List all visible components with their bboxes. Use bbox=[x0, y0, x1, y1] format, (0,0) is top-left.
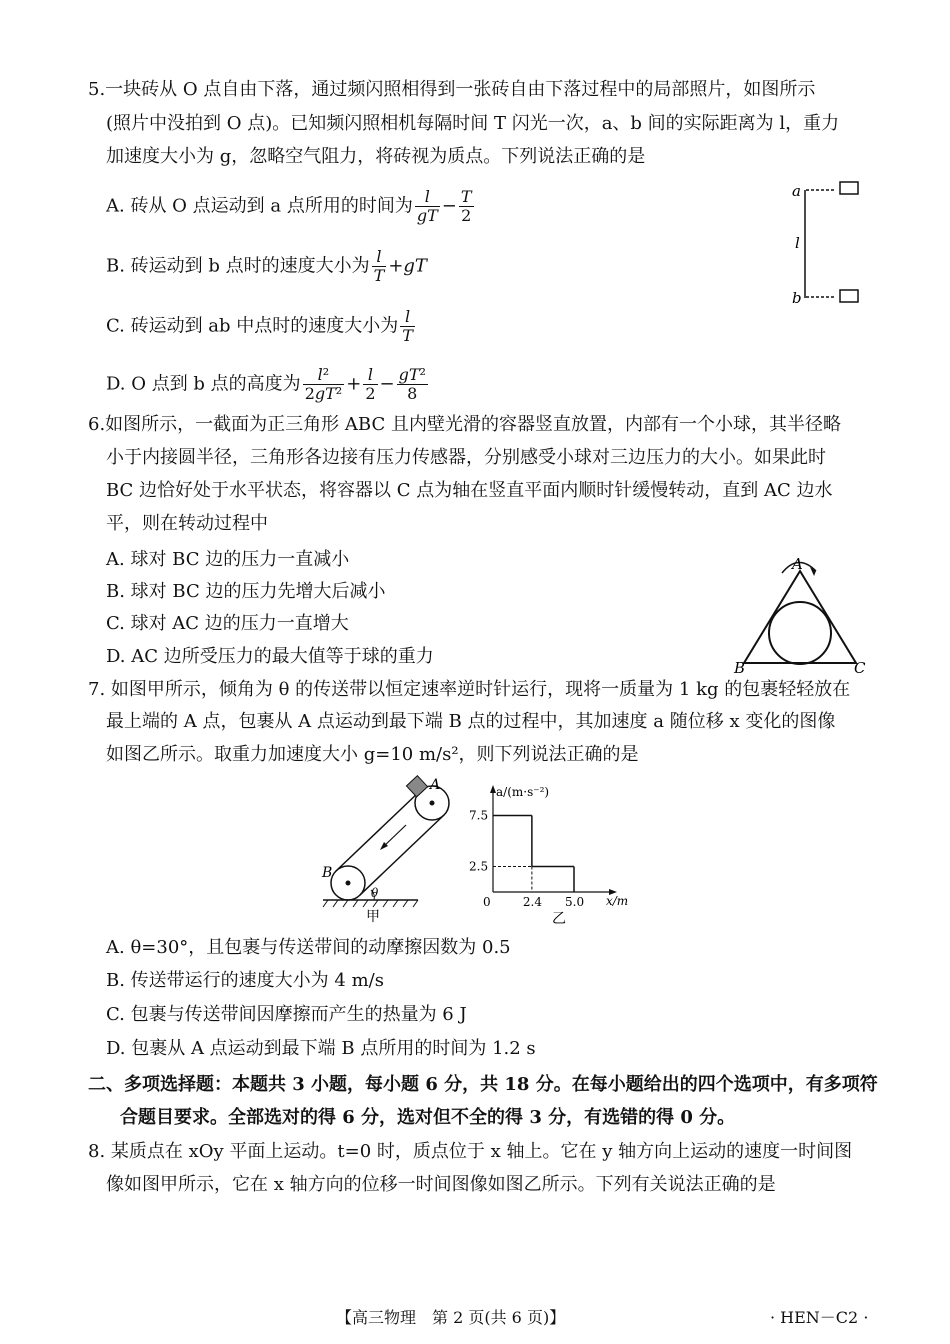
belt-lower bbox=[360, 815, 444, 895]
q7-option-a: A. θ=30°，且包裹与传送带间的动摩擦因数为 0.5 bbox=[106, 937, 511, 958]
q8-stem-line1: 8. 某质点在 xOy 平面上运动。t=0 时，质点位于 x 轴上。它在 y 轴方向上运动的速度一时间图 bbox=[88, 1141, 853, 1162]
x-tick-label: 5.0 bbox=[565, 895, 585, 909]
chart-marks bbox=[469, 809, 584, 910]
q6-option-b: B. 球对 BC 边的压力先增大后减小 bbox=[106, 581, 386, 602]
q6-stem-line3: BC 边恰好处于水平状态，将容器以 C 点为轴在竖直平面内顺时针缓慢转动，直到 AC 边水 bbox=[106, 480, 833, 501]
q5-option-d-text: D. O 点到 b 点的高度为 bbox=[106, 373, 301, 395]
bottom-pulley-axle bbox=[346, 881, 351, 886]
q5-option-a: A. 砖从 O 点运动到 a 点所用的时间为 $\frac{l}{gT}$ − $\frac{T}{2}$ bbox=[106, 187, 472, 225]
formula-l-over-T: $\frac{l}{T}$ bbox=[373, 247, 385, 285]
q7-label-B: B bbox=[322, 865, 333, 881]
q5-option-d: D. O 点到 b 点的高度为 $\frac{\text{l²}}{\text{2gT²}}$ + $\frac{l}{2}$ − $\frac{\text{gT²}}{8}$ bbox=[106, 365, 426, 403]
formula-l-over-T-c: $\frac{l}{T}$ bbox=[402, 307, 413, 345]
q7-stem-line2: 最上端的 A 点，包裹从 A 点运动到最下端 B 点的过程中，其加速度 a 随位移 x 变化的图像 bbox=[106, 711, 836, 732]
q7-stem-line3: 如图乙所示。取重力加速度大小 g=10 m/s²，则下列说法正确的是 bbox=[106, 744, 639, 765]
q5-fig-label-b: b bbox=[792, 289, 802, 307]
q5-option-a-text: A. 砖从 O 点运动到 a 点所用的时间为 bbox=[106, 195, 413, 217]
q5-stem-line2: (照片中没拍到 O 点)。已知频闪照相机每隔时间 T 闪光一次，a、b 间的实际距离为 l，重力 bbox=[106, 113, 840, 134]
q5-stem-line3: 加速度大小为 g，忽略空气阻力，将砖视为质点。下列说法正确的是 bbox=[106, 146, 646, 167]
q7-caption-yi: 乙 bbox=[552, 911, 566, 927]
footer-code: · HEN－C2 · bbox=[770, 1308, 869, 1327]
q5-figure bbox=[780, 172, 880, 314]
formula-l-over-2: $\frac{l}{2}$ bbox=[365, 365, 376, 403]
q5-option-b: B. 砖运动到 b 点时的速度大小为 $\frac{l}{T}$ +gT bbox=[106, 247, 427, 285]
q7-option-d: D. 包裹从 A 点运动到最下端 B 点所用的时间为 1.2 s bbox=[106, 1038, 536, 1059]
formula-l2-over-2gT2: $\frac{\text{l²}}{\text{2gT²}}$ bbox=[304, 365, 343, 403]
q6-option-d: D. AC 边所受压力的最大值等于球的重力 bbox=[106, 646, 434, 667]
x-tick-label: 2.4 bbox=[522, 895, 542, 909]
q5-option-b-text: B. 砖运动到 b 点时的速度大小为 bbox=[106, 255, 370, 277]
belt-upper bbox=[336, 791, 420, 871]
q7-caption-jia: 甲 bbox=[366, 909, 380, 925]
y-tick-label: 7.5 bbox=[469, 808, 489, 823]
q5-fig-brick-a bbox=[840, 182, 858, 194]
q7-conveyor-figure bbox=[318, 775, 458, 927]
q6-triangle bbox=[744, 571, 856, 663]
q6-stem-line1: 6.如图所示，一截面为正三角形 ABC 且内壁光滑的容器竖直放置，内部有一个小球，其半径略 bbox=[88, 414, 841, 435]
q6-option-c: C. 球对 AC 边的压力一直增大 bbox=[106, 613, 349, 634]
q7-stem-line1: 7. 如图甲所示，倾角为 θ 的传送带以恒定速率逆时针运行，现将一质量为 1 kg 的包裹轻轻放在 bbox=[88, 679, 851, 700]
q6-triangle-figure bbox=[730, 545, 870, 677]
q6-option-a: A. 球对 BC 边的压力一直减小 bbox=[106, 549, 350, 570]
q5-fig-label-l: l bbox=[795, 234, 800, 252]
q6-ball bbox=[769, 602, 831, 664]
formula-l-over-gT: $\frac{l}{gT}$ bbox=[416, 187, 438, 225]
section2-header-line2: 合题目要求。全部选对的得 6 分，选对但不全的得 3 分，有选错的得 0 分。 bbox=[120, 1107, 736, 1128]
q7-option-c: C. 包裹与传送带间因摩擦而产生的热量为 6 J bbox=[106, 1004, 467, 1025]
q6-stem-line2: 小于内接圆半径，三角形各边接有压力传感器，分别感受小球对三边压力的大小。如果此时 bbox=[106, 447, 826, 468]
y-tick-label: 2.5 bbox=[469, 859, 489, 874]
q5-fig-brick-b bbox=[840, 290, 858, 302]
q5-option-c-text: C. 砖运动到 ab 中点时的速度大小为 bbox=[106, 315, 399, 337]
q5-option-c bbox=[106, 308, 417, 345]
q7-label-A: A bbox=[430, 777, 441, 793]
chart-ylabel: a/(m·s⁻²) bbox=[496, 785, 550, 799]
formula-gT2-over-8: $\frac{\text{gT²}}{8}$ bbox=[398, 365, 426, 403]
q6-label-C: C bbox=[854, 659, 866, 677]
q8-stem-line2: 像如图甲所示，它在 x 轴方向的位移一时间图像如图乙所示。下列有关说法正确的是 bbox=[106, 1174, 776, 1195]
ground-hatch bbox=[323, 900, 418, 907]
footer-page-info: 【高三物理 第 2 页(共 6 页)】 bbox=[336, 1308, 566, 1327]
q6-stem-line4: 平，则在转动过程中 bbox=[106, 513, 268, 534]
top-pulley-axle bbox=[430, 801, 435, 806]
q7-a-x-chart bbox=[460, 780, 640, 928]
q7-label-theta: θ bbox=[371, 886, 379, 900]
q6-label-A: A bbox=[792, 555, 803, 573]
package-box bbox=[406, 776, 427, 797]
q7-option-b: B. 传送带运行的速度大小为 4 m/s bbox=[106, 970, 384, 991]
formula-T-over-2: $\frac{T}{2}$ bbox=[460, 187, 472, 225]
q5-fig-label-a: a bbox=[792, 182, 801, 200]
chart-xlabel: x/m bbox=[606, 894, 629, 908]
x-tick-label: 0 bbox=[483, 895, 491, 909]
q5-stem-line1: 5.一块砖从 O 点自由下落，通过频闪照相得到一张砖自由下落过程中的局部照片，如图所示 bbox=[88, 79, 816, 100]
section2-header-line1: 二、多项选择题：本题共 3 小题，每小题 6 分，共 18 分。在每小题给出的四个选项中，有多项符 bbox=[88, 1074, 878, 1095]
q6-label-B: B bbox=[734, 659, 746, 677]
